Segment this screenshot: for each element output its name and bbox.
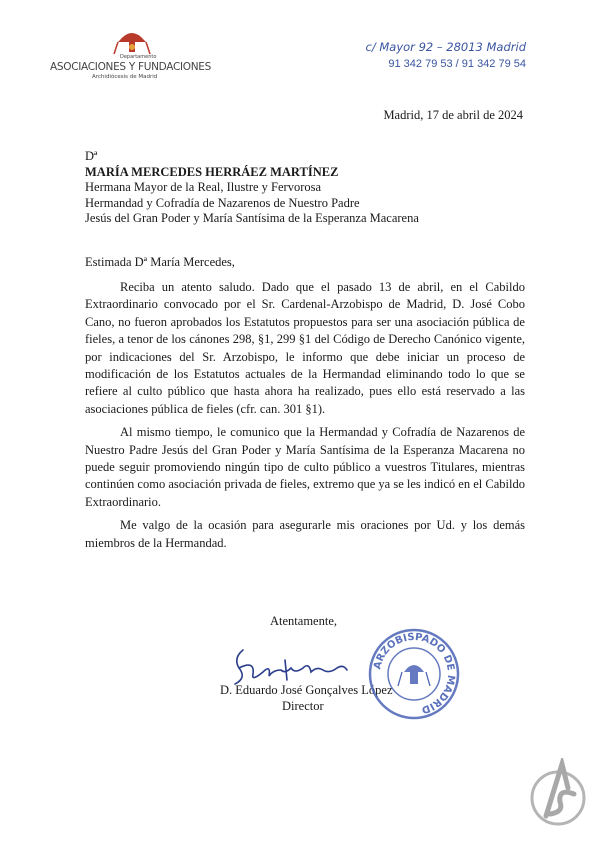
addressee-block (85, 149, 419, 227)
logo-department-label: Departamento (120, 54, 157, 60)
body-paragraph: Me valgo de la ocasión para asegurarle mis oraciones por Ud. y los demás miembros de la Hermandad. (85, 518, 525, 550)
archbishopric-seal (368, 628, 460, 720)
letterhead-address: c/ Mayor 92 – 28013 Madrid (365, 40, 526, 54)
letterhead-phones: 91 342 79 53 / 91 342 79 54 (388, 58, 526, 70)
addressee-line: Jesús del Gran Poder y María Santísima de la Esperanza Macarena (85, 211, 419, 225)
svg-text:ARZOBISPADO DE MADRID: ARZOBISPADO DE MADRID (372, 631, 457, 716)
addressee-name: MARÍA MERCEDES HERRÁEZ MARTÍNEZ (85, 164, 339, 179)
addressee-line: Hermana Mayor de la Real, Ilustre y Fervorosa (85, 180, 322, 194)
body-paragraph: Al mismo tiempo, le comunico que la Hermandad y Cofradía de Nazarenos de Nuestro Padre Jesús del Gran Poder y María Santísima de la Esperanza Macarena no puede seguir promoviendo ningún tipo de culto público a vuestros Titulares, mientras continúen como asociación privada de fieles, extremo que ya se les indicó en el Cabildo Extraordinario. (85, 425, 525, 509)
department-logo (50, 28, 220, 82)
greeting: Estimada Dª María Mercedes, (85, 255, 235, 269)
body-paragraph: Reciba un atento saludo. Dado que el pasado 13 de abril, en el Cabildo Extraordinario convocado por el Sr. Cardenal-Arzobispo de Madrid, D. José Cobo Cano, no fueron aprobados los Estatutos propuestos para ser una asociación pública de fieles, a tenor de los cánones 298, §1, 299 §1 del Código de Derecho Canónico vigente, por indicaciones del Sr. Arzobispo, le informo que debe iniciar un proceso de modificación de los Estatutos actuales de la Hermandad eliminando todo lo que se refiere al culto público que hasta ahora ha realizado, pues ello está reservado a las asociaciones pública de fieles (cfr. can. 301 §1). (85, 280, 525, 416)
addressee-line: Hermandad y Cofradía de Nazarenos de Nuestro Padre (85, 195, 360, 210)
logo-title: ASOCIACIONES Y FUNDACIONES (50, 61, 212, 73)
letter-body (85, 279, 525, 558)
logo-subtitle: Archidiócesis de Madrid (92, 74, 158, 80)
addressee-title: Dª (85, 149, 98, 163)
signatory-name: D. Eduardo José Gonçalves López (220, 683, 393, 697)
watermark-logo (528, 758, 588, 828)
letter-date: Madrid, 17 de abril de 2024 (383, 108, 523, 122)
cardinal-hat-icon (112, 28, 152, 56)
closing: Atentamente, (270, 614, 337, 628)
signatory-title: Director (282, 699, 324, 713)
